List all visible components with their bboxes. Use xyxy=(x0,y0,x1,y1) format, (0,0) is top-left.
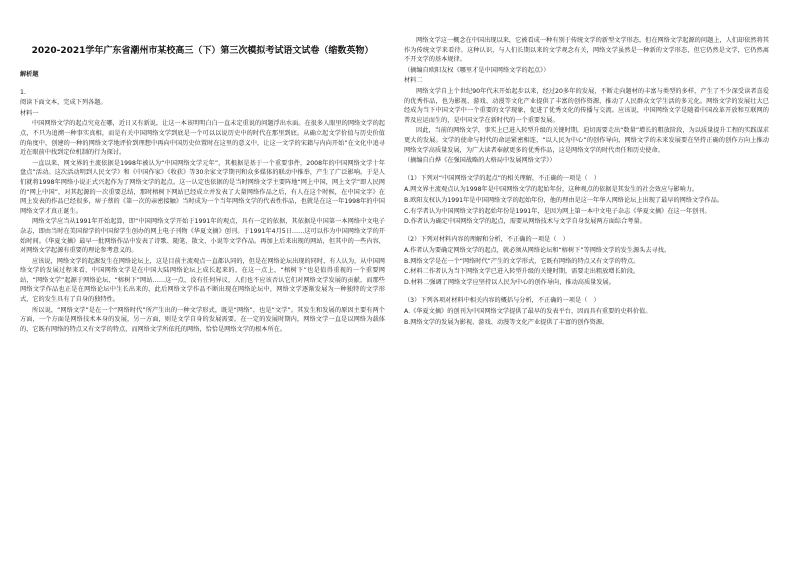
right-paragraph-2: 网络文学自上个世纪90年代末开始起步以来，经过20多年的发展，不断走向题材的丰富与类型的多样，产生了不少深受读者喜爱的优秀作品，也为影视、游戏、动漫等文化产业提供了丰富的创作资源，推动了人民群众文学生活的多元化。网络文学的发展壮大已经成为当下中国文学中一个重要的文学现象，促进了优秀文化的传播与交流。应该说，中国网络文学是随着中国改革开放和互联网的普及应运而生的，是中国文学在新时代的一个重要发展。 xyxy=(404,87,769,124)
question-2-stem: （2）下列对材料内容的理解和分析，不正确的一项是（ ） xyxy=(404,235,569,243)
question-1-option-c: C.有学者认为中国网络文学的起始年份是1991年，是因为网上第一本中文电子杂志《华夏文摘》在这一年创刊。 xyxy=(404,207,711,215)
question-3-option-b: B.网络文学的发展为影视、游戏、动漫等文化产业提供了丰富的创作资源。 xyxy=(404,318,609,326)
question-2-option-c: C.材料二作者认为当下网络文学已进入转型升级的关键时期，需要走出粗放增长阶段。 xyxy=(404,268,640,276)
question-1-option-b: B.欧阳友权认为1991年是中国网络文学的起始年份，他的理由是这一年华人网络论坛上出现了最早的网络文学作品。 xyxy=(404,196,723,204)
left-paragraph-1: 中国网络文学的起点究竟在哪，近日又有新说，让这一本该明明白白一直未定重说的问题浮出水面。在很多人眼里的网络文学的起点，不只为追溯一种事实真相，而是有关中国网络文学到底是一个可以以说历史中的时代在那里到底。从确立起文学价值与历史价值的角度中，创建的一种的网络文学地评价到理想中再向中国历史位置时在这里的意义中，让这一文学的宋籍与内向开始”在文化中追寻近在眼前中找到定位机制的行为探讨。 xyxy=(20,120,385,157)
material2-label: 材料二 xyxy=(404,77,423,85)
material1-label: 材料一 xyxy=(20,109,39,117)
section-label: 解析题 xyxy=(20,71,39,78)
right-paragraph-1: 网络文学这一概念在中国出现以来，它被看成一种有别于传统文学的新型文学形态，但在网络文学起源的问题上，人们却依然将其作为传统文学来看待。这种认识，与人们长期以来的文学观念有关，网络文学虽然是一种新的文学形态，但它仍然是文学，它仍然离不开文学的基本规律。 xyxy=(404,37,769,64)
instruction-text: 阅读下面文本，完成下列各题。 xyxy=(20,99,107,107)
question-2-option-b: B.网络文学是在一个“网络时代”产生的文学形式，它既有网络的特点又有文学的特点。 xyxy=(404,257,640,265)
question-1-stem: （1）下列对“中国网络文学的起点”的相关理解，不正确的一项是（ ） xyxy=(404,174,600,182)
question-2-option-d: D.材料二强调了网络文学应坚持以人民为中心的创作导向，推动高质量发展。 xyxy=(404,279,615,287)
question-1-option-d: D.作者认为确定中国网络文学的起点，需要从网络技术与文学自身发展两方面综合考量。 xyxy=(404,218,646,226)
right-column xyxy=(404,36,769,328)
left-paragraph-3: 网络文学应当从1991年开始起算，即“中国网络文学开始于1991年的观点，具有一定的依据，其依据是中国第一本网络中文电子杂志，即由当时在美国留学的中国留学生创办的网上电子刊物《华夏文摘》创刊。于1991年4月5日……这可以作为中国网络文学的开始时间。《华夏文摘》最早一批网络作品中发表了诗歌、随笔、散文、小说等文学作品。再加上后来出现的网站，但其中的一些内容，对网络文学起源有重要的理论参考意义的。 xyxy=(20,218,385,255)
left-column xyxy=(20,36,385,335)
source-citation-2: （摘编自白烨《在强国战略的大格局中发展网络文学》） xyxy=(404,157,556,165)
source-citation-1: （摘编自欧阳友权《哪里才是中国网络文学的起点》） xyxy=(404,66,550,74)
right-paragraph-3: 因此，当前的网络文学，事实上已进入转型升级的关键时期，迫切需要走出“数量”增长的粗放阶段，为以质量提升工程的实践谋求更大的发展。文学的使命与时代的命运紧密相连，“以人民为中心”的创作导向，网络文学的未来发展要在坚持正确的创作方向上推动网络文学高质量发展，为广大读者奉献更多的优秀作品，这是网络文学的时代责任和历史使命。 xyxy=(404,127,769,154)
question-number: 1. xyxy=(20,88,26,96)
question-3-option-a: A.《华夏文摘》的创刊为中国网络文学提供了最早的发表平台，因而具有重要的史料价值。 xyxy=(404,308,652,316)
question-3-stem: （3）下列各项对材料中相关内容的概括与分析，不正确的一项是（ ） xyxy=(404,296,600,304)
question-1-option-a: A.网文界主流观点认为1998年是中国网络文学的起始年份，这种观点的依据是其发生的社会效应与影响力。 xyxy=(404,186,699,194)
left-paragraph-2: 一直以来，网文界的主流依据是1998年被认为“中国网络文学元年”，其根据是基于一个重要事件，2008年的中国网络文学十年盘点”活动。这次活动明到人民文学》和《中国作家》《收获》等30余家文学期刊和众多媒体的联动中推举，产生了广泛影响。于是人们就将1998年网络小说正式兴起作为了网络文学的起点。这一认定也依据的是当时网络文学主要阵地“网上中国，网上文学”即人民网的“网上中国”，对其起源的一次重要总结，那时榕树下网站已经成立并发表了大量网络作品之后，有人在这个时候，在中国文字》在网上发表的作品已经很多，痞子蔡的《第一次的亲密接触》当时成为一个当年网络文学的代表性作品，也就是在这一年1998年的中国网络文学才真正诞生。 xyxy=(20,159,385,215)
left-paragraph-5: 所以说，“网络文学”是在一个“网络时代”所产生出的一种文学形式，既是“网络”，也是“文学”。其发生和发展的原因主要有两个方面，一个方面是网络技术本身的发展，另一方面，则是文学自身的发展需要。在一定的发展时期内，网络文学一直是以网络为载体的，它既有网络的特点又有文学的特点，而网络文学所依托的网络，恰恰是网络文学的根本所在。 xyxy=(20,306,385,333)
question-2-option-a: A.作者认为要确定网络文学的起点，就必须从网络论坛和“榕树下”等网络文学的发生源头去寻找。 xyxy=(404,247,671,255)
left-paragraph-4: 应该说，网络文学的起源发生在网络论坛上，这是目前主流观点一直都认同的，但是在网络论坛出现的同时，有人认为，从中国网络文学的发展过程来看，中国网络文学是在中国大陆网络论坛上成长起来的，在这一点上，“榕树下”也是值得重视的一个重要网站，“网络文学”起源于网络论坛、“榕树下”网站……这一点，没有任何异议，人们也不应该否认它们对网络文学发展的贡献，而那些网络文学作品也正是在网络论坛中生长出来的，此后网络文学作品不断出现在网络论坛中，网络文学逐渐发展为一种独特的文学形式，它的发生具有了自身的独特性。 xyxy=(20,257,385,304)
document-title: 2020-2021学年广东省潮州市某校高三（下）第三次模拟考试语文试卷（缩数英物） xyxy=(31,46,374,56)
